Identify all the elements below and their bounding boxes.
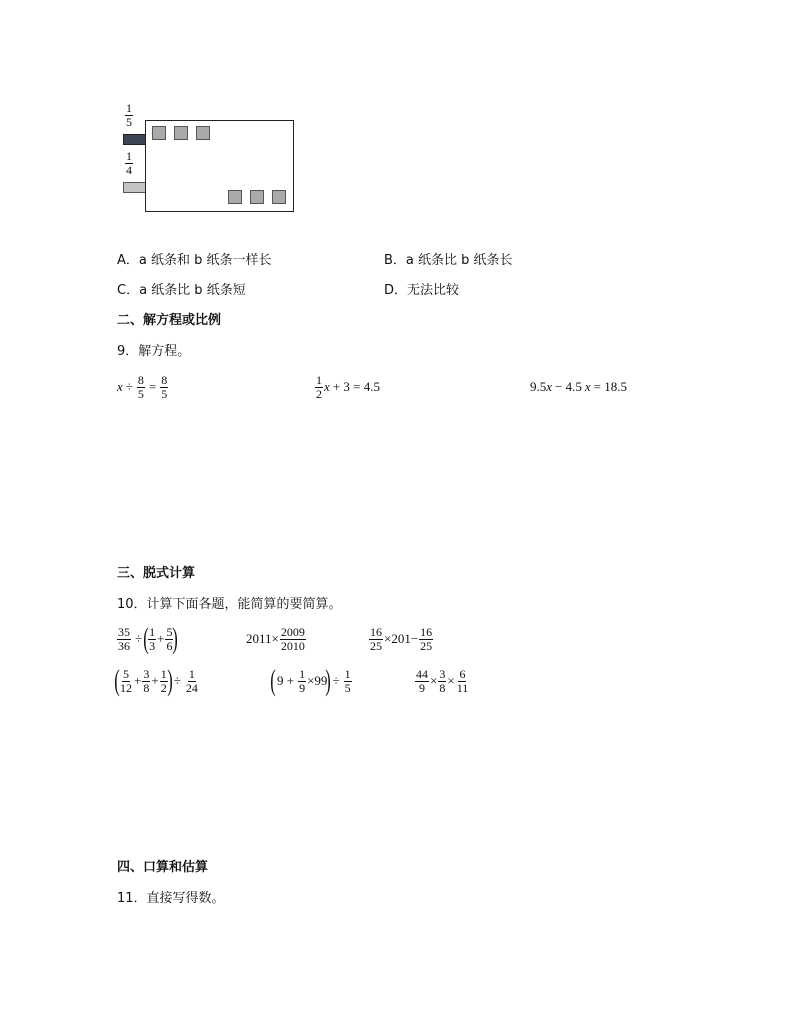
option-b: B．a 纸条比 b 纸条长 (384, 253, 513, 268)
equation-1: x ÷ $\frac{8}{5}$ = $\frac{8}{5}$ (117, 372, 168, 401)
option-c: C．a 纸条比 b 纸条短 (117, 283, 246, 298)
square-bottom-2 (250, 190, 264, 204)
square-bottom-3 (272, 190, 286, 204)
option-a: A．a 纸条和 b 纸条一样长 (117, 253, 272, 268)
section-4-title: 四、口算和估算 (117, 860, 209, 875)
option-d: D．无法比较 (384, 283, 460, 298)
section-2-title: 二、解方程或比例 (117, 313, 222, 328)
strip-b (123, 182, 146, 193)
strip-a (123, 134, 146, 145)
equation-3: 9.5 x − 4.5 x = 18.5 (530, 379, 627, 394)
square-bottom-1 (228, 190, 242, 204)
expression-1: $\frac{35}{36}$ ÷ ( $\frac{1}{3}$ + $\frac{5}{6}$ ) (118, 622, 179, 655)
strip-diagram (118, 100, 298, 215)
expression-3: $\frac{16}{25}$ ×201− $\frac{16}{25}$ (370, 624, 433, 653)
expression-5: ( 9 + $\frac{1}{9}$ ×99 ) ÷ $\frac{1}{5}$ (270, 664, 351, 697)
square-top-1 (152, 126, 166, 140)
section-3-title: 三、脱式计算 (117, 566, 196, 581)
fraction-one-fourth: $\frac{1}{4}$ (126, 149, 132, 177)
expression-2: 2011 × $\frac{2009}{2010}$ (246, 624, 305, 653)
expression-6: $\frac{44}{9}$ × $\frac{3}{8}$ × $\frac{6}{11}$ (416, 666, 469, 695)
equation-2: $\frac{1}{2}$ x + 3 = 4.5 (316, 372, 380, 401)
square-top-3 (196, 126, 210, 140)
fraction-one-fifth: $\frac{1}{5}$ (126, 101, 132, 129)
q11-prompt: 11．直接写得数。 (117, 891, 225, 906)
expression-4: ( $\frac{5}{12}$ + $\frac{3}{8}$ + $\frac{1}{2}$ ) ÷ $\frac{1}{24}$ (114, 664, 198, 697)
q9-prompt: 9．解方程。 (117, 344, 191, 359)
square-top-2 (174, 126, 188, 140)
q10-prompt: 10．计算下面各题，能简算的要简算。 (117, 597, 342, 612)
